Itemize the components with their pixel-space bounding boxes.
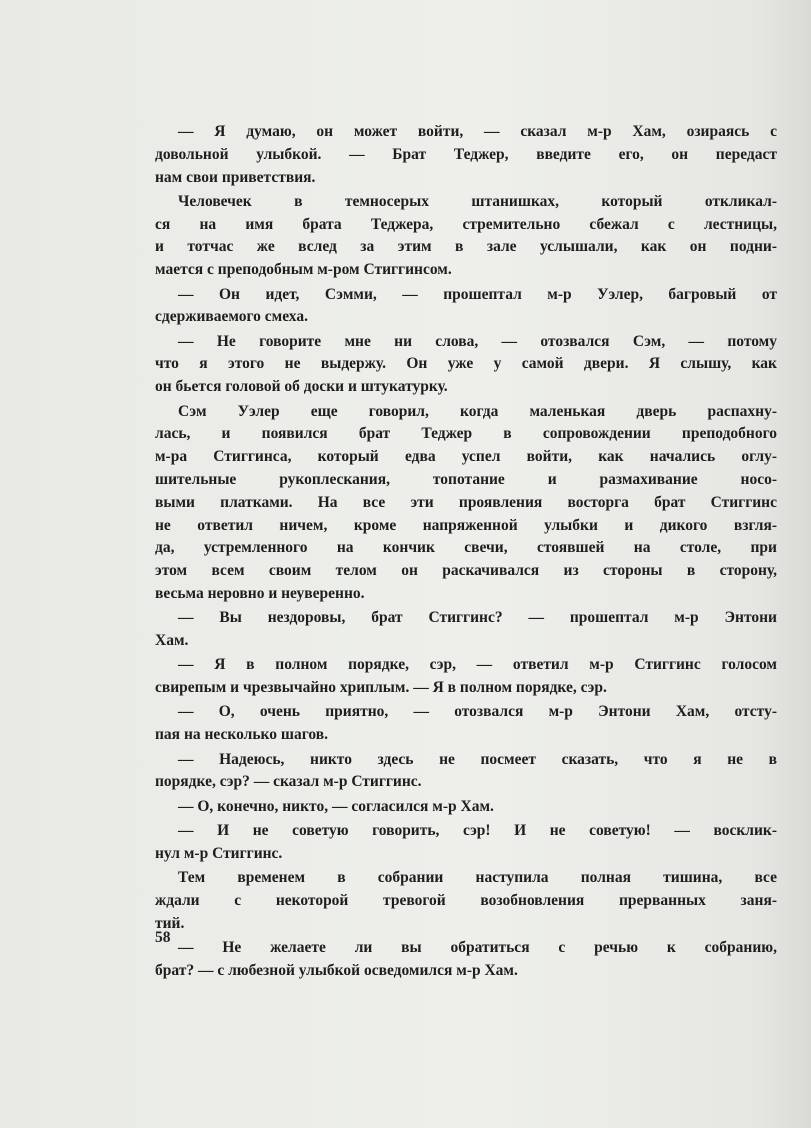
text-line: — И не советую говорить, сэр! И не советую! — восклик- xyxy=(178,821,777,839)
page-number: 58 xyxy=(155,929,171,946)
text-line: шительные рукоплескания, топотание и размахивание носо- xyxy=(155,470,777,488)
text-line: выми платками. На все эти проявления восторга брат Стиггинс xyxy=(155,493,777,511)
text-line: — О, конечно, никто, — согласился м-р Хам. xyxy=(178,797,494,815)
text-line: не ответил ничем, кроме напряженной улыбки и дикого взгля- xyxy=(155,516,777,534)
text-line: — О, очень приятно, — отозвался м-р Энтони Хам, отсту- xyxy=(178,703,777,721)
text-line: сдерживаемого смеха. xyxy=(155,308,308,326)
text-line: что я этого не выдержу. Он уже у самой двери. Я слышу, как xyxy=(155,355,777,373)
text-line: м-ра Стиггинса, который едва успел войти, как начались оглу- xyxy=(155,448,777,466)
text-line: брат? — с любезной улыбкой осведомился м-р Хам. xyxy=(155,961,518,979)
text-line: весьма неровно и неуверенно. xyxy=(155,584,365,602)
paragraph xyxy=(155,401,777,606)
paragraph xyxy=(155,796,777,819)
text-line: Человечек в темносерых штанишках, который откликал- xyxy=(178,192,777,210)
paragraph xyxy=(155,867,777,935)
paragraph xyxy=(155,121,777,189)
text-line: Хам. xyxy=(155,632,189,650)
text-line: — Не желаете ли вы обратиться с речью к собранию, xyxy=(178,938,777,956)
text-line: — Надеюсь, никто здесь не посмеет сказать, что я не в xyxy=(178,750,777,768)
text-line: тий. xyxy=(155,914,185,932)
text-line: — Он идет, Сэмми, — прошептал м-р Уэлер, багровый от xyxy=(178,285,777,303)
paragraph xyxy=(155,937,777,983)
text-line: свирепым и чрезвычайно хриплым. — Я в полном порядке, сэр. xyxy=(155,679,607,697)
text-line: этом всем своим телом он раскачивался из стороны в сторону, xyxy=(155,562,777,580)
text-line: — Я в полном порядке, сэр, — ответил м-р Стиггинс голосом xyxy=(178,656,777,674)
text-line: ждали с некоторой тревогой возобновления прерванных заня- xyxy=(155,891,777,909)
text-line: лась, и появился брат Теджер в сопровождении преподобного xyxy=(155,425,777,443)
paragraph xyxy=(155,820,777,866)
paragraph xyxy=(155,191,777,282)
text-line: — Я думаю, он может войти, — сказал м-р Хам, озираясь с xyxy=(178,123,777,140)
paragraph xyxy=(155,331,777,399)
paragraph xyxy=(155,607,777,653)
text-line: нул м-р Стиггинс. xyxy=(155,844,283,862)
text-line: — Вы нездоровы, брат Стиггинс? — прошептал м-р Энтони xyxy=(178,609,777,627)
text-line: мается с преподобным м-ром Стиггинсом. xyxy=(155,261,452,279)
text-line: ся на имя брата Теджера, стремительно сбежал с лестницы, xyxy=(155,215,777,233)
text-line: нам свои приветствия. xyxy=(155,168,316,186)
paragraph xyxy=(155,654,777,700)
paragraph xyxy=(155,701,777,747)
book-page-text xyxy=(155,121,777,984)
text-line: — Не говорите мне ни слова, — отозвался Сэм, — потому xyxy=(178,332,777,350)
text-line: и тотчас же вслед за этим в зале услышали, как он подни- xyxy=(155,238,777,256)
text-line: порядке, сэр? — сказал м-р Стиггинс. xyxy=(155,773,422,791)
text-line: да, устремленного на кончик свечи, стоявшей на столе, при xyxy=(155,539,777,557)
paragraph xyxy=(155,284,777,330)
text-line: Сэм Уэлер еще говорил, когда маленькая дверь распахну- xyxy=(178,402,777,420)
text-line: он бьется головой об доски и штукатурку. xyxy=(155,378,448,396)
paragraph xyxy=(155,749,777,795)
text-line: Тем временем в собрании наступила полная тишина, все xyxy=(178,869,777,886)
text-line: пая на несколько шагов. xyxy=(155,726,328,744)
text-line: довольной улыбкой. — Брат Теджер, введите его, он передаст xyxy=(155,145,777,163)
